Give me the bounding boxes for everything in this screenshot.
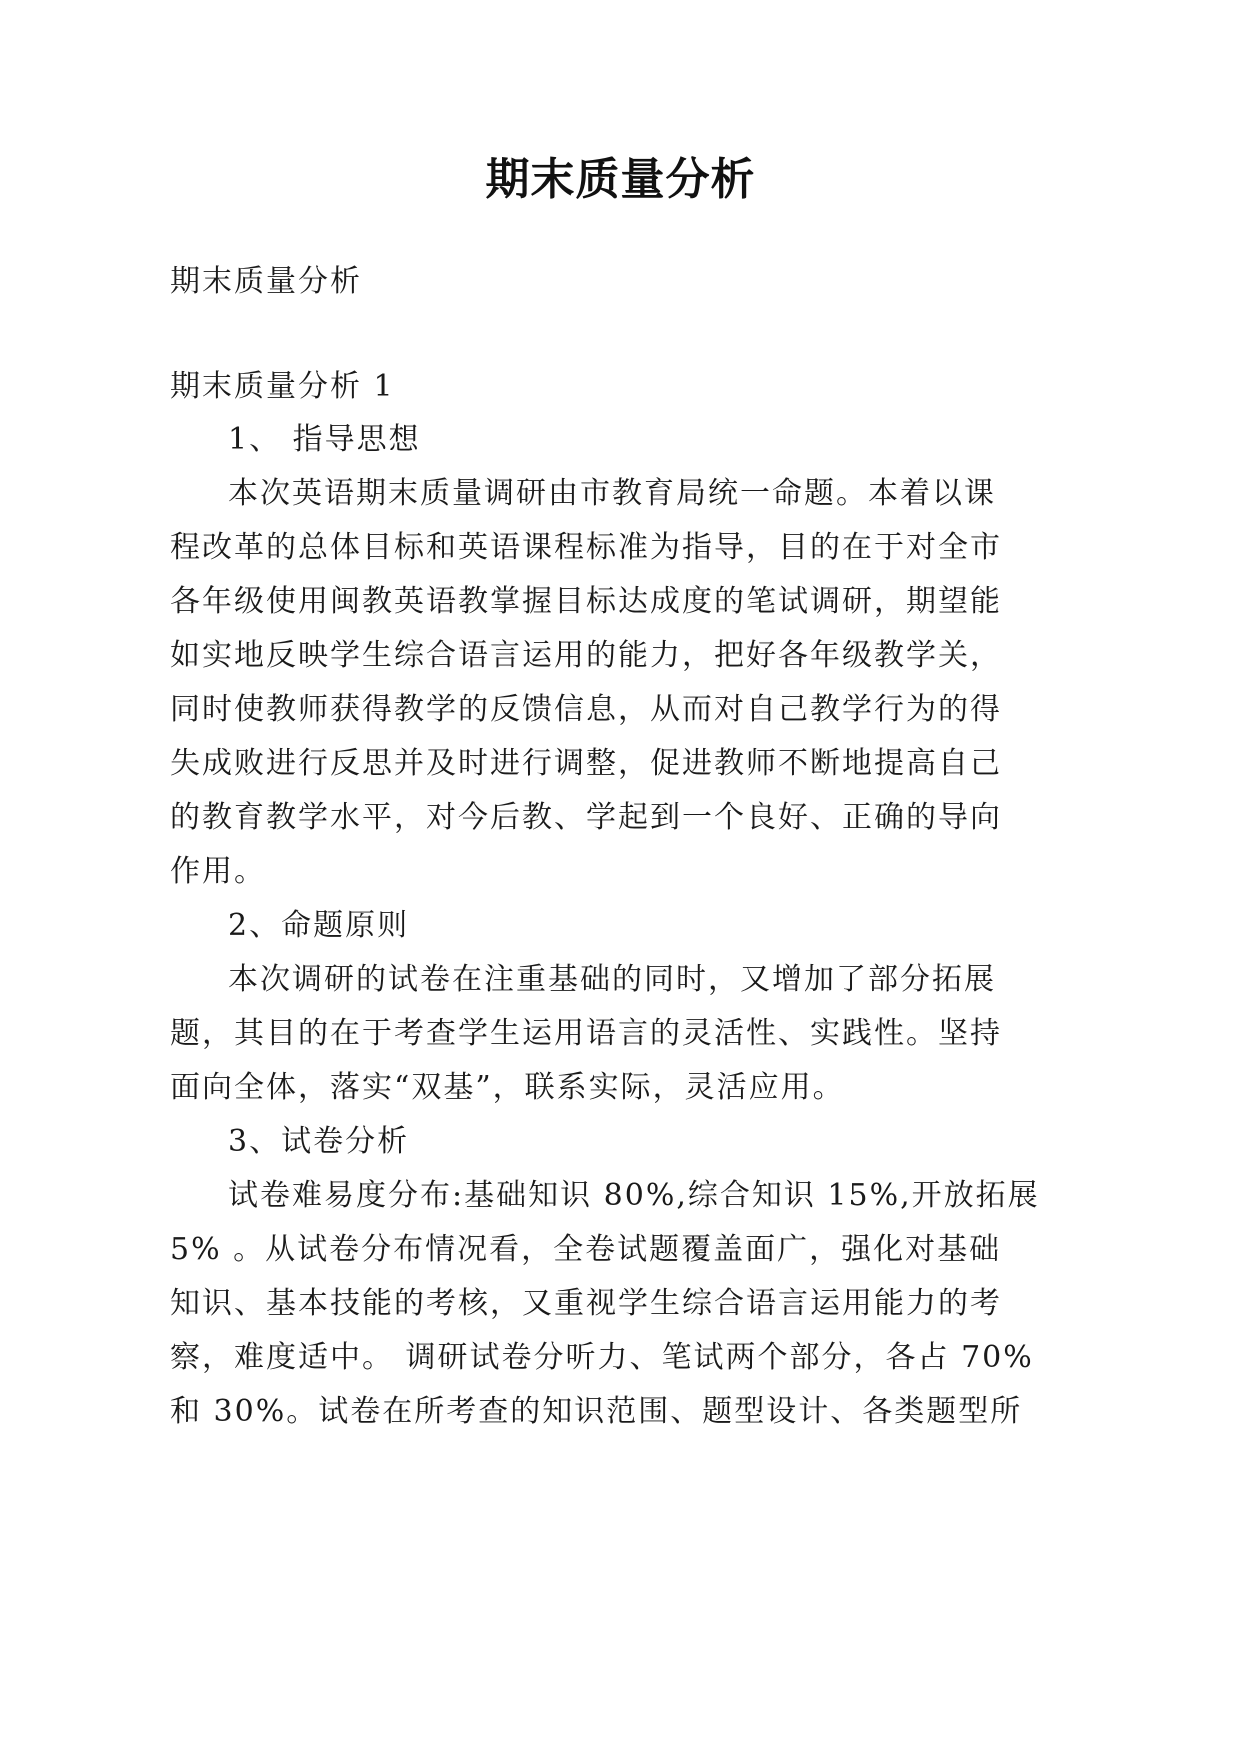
paragraph-line: 的教育教学水平，对今后教、学起到一个良好、正确的导向 [170,800,1002,835]
document-title: 期末质量分析 [485,154,756,205]
paragraph-line: 同时使教师获得教学的反馈信息，从而对自己教学行为的得 [170,692,1002,727]
section-1-heading: 1、 指导思想 [228,422,421,457]
paragraph-line: 察，难度适中。 调研试卷分听力、笔试两个部分，各占 70% [170,1340,1034,1375]
section-heading: 期末质量分析 1 [170,369,395,404]
paragraph-line: 知识、基本技能的考核，又重视学生综合语言运用能力的考 [170,1286,1002,1321]
paragraph-line: 如实地反映学生综合语言运用的能力，把好各年级教学关， [170,638,1002,673]
section-2-heading: 2、命题原则 [228,908,410,943]
paragraph-line: 和 30%。试卷在所考查的知识范围、题型设计、各类题型所 [170,1394,1023,1429]
paragraph-line: 题，其目的在于考查学生运用语言的灵活性、实践性。坚持 [170,1016,1002,1051]
document-subtitle: 期末质量分析 [170,264,362,299]
paragraph-line: 作用。 [170,854,266,889]
paragraph-line: 5% 。从试卷分布情况看，全卷试题覆盖面广，强化对基础 [170,1232,1002,1267]
paragraph-line: 失成败进行反思并及时进行调整，促进教师不断地提高自己 [170,746,1002,781]
paragraph-line: 试卷难易度分布:基础知识 80%,综合知识 15%,开放拓展 [228,1178,1040,1213]
paragraph-line: 本次英语期末质量调研由市教育局统一命题。本着以课 [228,476,996,511]
section-3-heading: 3、试卷分析 [228,1124,410,1159]
paragraph-line: 各年级使用闽教英语教掌握目标达成度的笔试调研，期望能 [170,584,1002,619]
paragraph-line: 面向全体，落实“双基”，联系实际，灵活应用。 [170,1070,845,1105]
paragraph-line: 程改革的总体目标和英语课程标准为指导，目的在于对全市 [170,530,1002,565]
paragraph-line: 本次调研的试卷在注重基础的同时，又增加了部分拓展 [228,962,996,997]
